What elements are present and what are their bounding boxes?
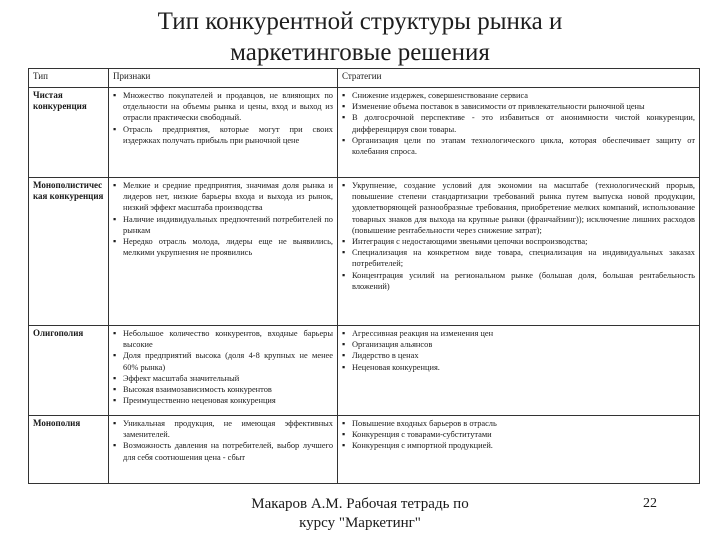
strategy-item: ▪ Концентрация усилий на региональном рынке (большая доля, большая рентабельность вложений) [342,270,695,292]
header-strategies: Стратегии [338,69,700,88]
row-strategies [338,416,700,484]
page-title: Тип конкурентной структуры рынка и маркетинговые решения [157,8,563,66]
strategy-item: ▪ Организация цели по этапам технологического цикла, которая обеспечивает защиту от колебания спроса. [342,135,695,157]
row-features [109,326,338,416]
feature-item: ▪ Мелкие и средние предприятия, значимая доля рынка и лидеров нет, низкие барьеры входа и выхода из рынок, низкий эффект масштаба производства [113,180,333,214]
strategy-item: ▪ Организация альянсов [342,339,695,350]
row-features [109,88,338,178]
strategy-item: ▪ Специализация на конкретном виде товара, специализация на индивидуальных заказах потребителей; [342,247,695,269]
table-row [29,416,700,484]
table-row [29,326,700,416]
strategy-item: ▪ Агрессивная реакция на изменения цен [342,328,695,339]
footer-credit: Макаров А.М. Рабочая тетрадь по курсу "Маркетинг" [251,496,469,531]
strategy-item: ▪ Неценовая конкуренция. [342,362,695,373]
feature-item: ▪ Доля предприятий высока (доля 4-8 крупных не менее 60% рынка) [113,350,333,372]
feature-item: ▪ Преимущественно неценовая конкуренция [113,395,333,406]
feature-item: ▪ Нередко отрасль молода, лидеры еще не выявились, мелкими укрупнения не проявились [113,236,333,258]
header-features: Признаки [109,69,338,88]
market-structure-table [28,68,700,484]
page-number: 22 [643,496,657,511]
row-type: Чистая конкуренция [29,88,109,178]
row-strategies [338,88,700,178]
strategy-item: ▪ Лидерство в ценах [342,350,695,361]
feature-item: ▪ Отрасль предприятия, которые могут при своих издержках получать прибыль при рыночной цене [113,124,333,146]
header-type: Тип [29,69,109,88]
row-strategies [338,178,700,326]
feature-item: ▪ Наличие индивидуальных предпочтений потребителей по рынкам [113,214,333,236]
strategy-item: ▪ Снижение издержек, совершенствование сервиса [342,90,695,101]
feature-item: ▪ Возможность давления на потребителей, выбор лучшего для себя соотношения цена - сбыт [113,440,333,462]
row-type: Монополия [29,416,109,484]
strategy-item: ▪ Конкуренция с импортной продукцией. [342,440,695,451]
table-row [29,178,700,326]
feature-item: ▪ Множество покупателей и продавцов, не влияющих по отдельности на объемы рынка и цены, вход и выход из отрасли практически свободный. [113,90,333,124]
row-features [109,178,338,326]
table-header-row [29,69,700,88]
feature-item: ▪ Уникальная продукция, не имеющая эффективных заменителей. [113,418,333,440]
row-strategies [338,326,700,416]
feature-item: ▪ Эффект масштаба значительный [113,373,333,384]
row-type: Олигополия [29,326,109,416]
strategy-item: ▪ Изменение объема поставок в зависимости от привлекательности рыночной цены [342,101,695,112]
row-features [109,416,338,484]
table-row [29,88,700,178]
feature-item: ▪ Высокая взаимозависимость конкурентов [113,384,333,395]
strategy-item: ▪ Повышение входных барьеров в отрасль [342,418,695,429]
strategy-item: ▪ В долгосрочной перспективе - это избавиться от анонимности чистой конкуренции, дифференцируя свои товары. [342,112,695,134]
strategy-item: ▪ Конкуренция с товарами-субститутами [342,429,695,440]
strategy-item: ▪ Интеграция с недостающими звеньями цепочки воспроизводства; [342,236,695,247]
strategy-item: ▪ Укрупнение, создание условий для экономии на масштабе (технологический прорыв, повышение степени стандартизации требований рынка путем выпуска новой продукции, удовлетворяющей разнообразные требования, приобретение мелких компаний, использование товарных знаков для выхода на крупные рынки (франчайзинг)); исключение лишних расходов (повышение рентабельности через снижение затрат); [342,180,695,236]
row-type: Монополистическая конкуренция [29,178,109,326]
feature-item: ▪ Небольшое количество конкурентов, входные барьеры высокие [113,328,333,350]
